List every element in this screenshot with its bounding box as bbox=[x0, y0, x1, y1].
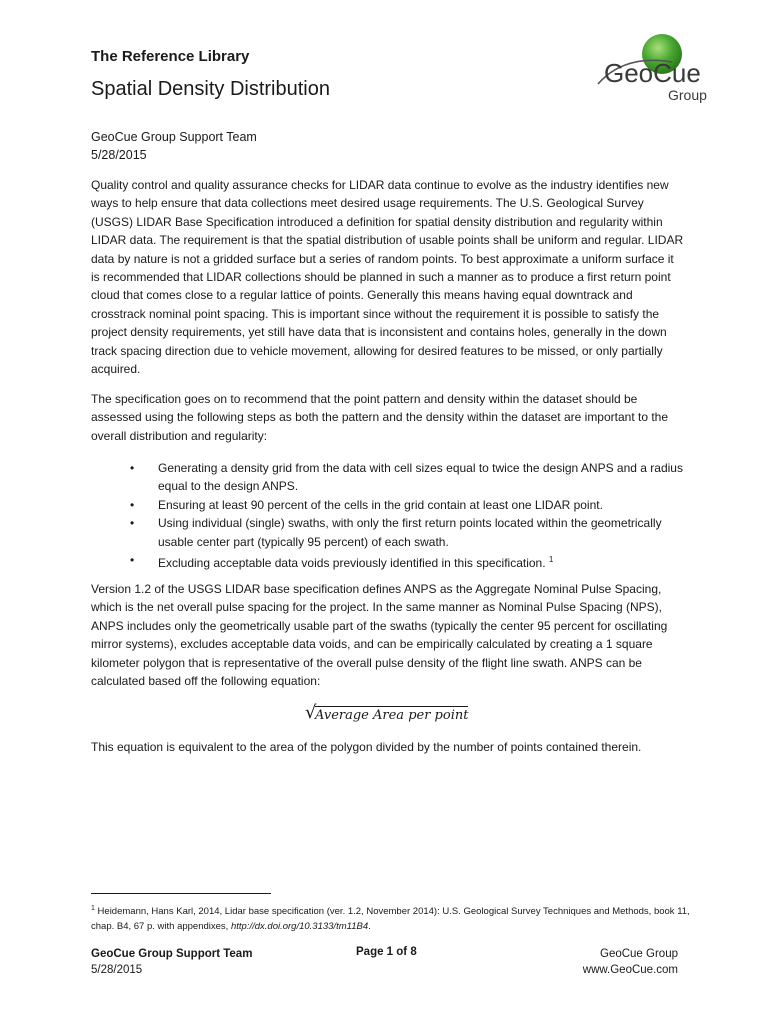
list-item: • Generating a density grid from the data with cell sizes equal to twice the design ANPS and a radius equal to the design ANPS. bbox=[130, 461, 683, 494]
bullet-icon: • bbox=[130, 497, 135, 512]
footer-team: GeoCue Group Support Team bbox=[91, 948, 253, 960]
footnote-reference[interactable]: 1 bbox=[548, 555, 554, 565]
document-date: 5/28/2015 bbox=[91, 148, 147, 162]
equation-text: Average Area per point bbox=[315, 708, 469, 723]
footnote: $^1$ Heidemann, Hans Karl, 2014, Lidar base specification (ver. 1.2, November 2014): U.S. Geological Survey Techniques and Methods, book 11, chap. B4, 67 p. with appendixes, http://dx.doi.org/10.3133/tm11B4. bbox=[91, 905, 690, 933]
geocue-logo bbox=[584, 32, 724, 108]
paragraph-equation-note: This equation is equivalent to the area of the polygon divided by the number of points contained therein. bbox=[91, 740, 642, 754]
bullet-icon: • bbox=[130, 461, 135, 475]
square-root-icon: √ bbox=[305, 702, 317, 723]
geocue-logo-graphic bbox=[584, 32, 724, 108]
author-block bbox=[91, 128, 257, 164]
footnote-divider bbox=[91, 893, 271, 894]
page-number: Page 1 of 8 bbox=[356, 946, 417, 958]
library-title: The Reference Library bbox=[91, 48, 250, 65]
paragraph-intro: Quality control and quality assurance checks for LIDAR data continue to evolve as the industry identifies new ways to help ensure that data collections meet desired usage requirements. The U.S. Geological Survey (USGS) LIDAR Base Specification introduced a definition for spatial density distribution and regularity within LIDAR data. The requirement is that the spatial distribution of usable points shall be uniform and regular. LIDAR data by nature is not a gridded surface but a series of random points. To best approximate a uniform surface it is recommended that LIDAR collections should be planned in such a manner as to produce a first return point cloud that comes close to a regular lattice of points. Generally this means having equal downtrack and crosstrack nominal point spacing. This is important since without the requirement it is possible to satisfy the project density requirements, yet still have data that is inconsistent and contains holes, generally in the down track spacing direction due to vehicle movement, allowing for desired features to be missed, or only partially acquired. bbox=[91, 178, 684, 377]
document-title: Spatial Density Distribution bbox=[91, 78, 330, 100]
footnote-number: 1 bbox=[91, 905, 95, 912]
list-item: • Using individual (single) swaths, with only the first return points located within the geometrically usable center part (typically 95 percent) of each swath. bbox=[130, 516, 662, 549]
footer-left bbox=[91, 946, 252, 978]
paragraph-specification: The specification goes on to recommend that the point pattern and density within the dataset should be assessed using the following steps as both the pattern and the density within the dataset are important to the overall distribution and regularity: bbox=[91, 392, 669, 443]
list-item: • Excluding acceptable data voids previously identified in this specification. $^1$ bbox=[130, 553, 554, 571]
bullet-icon: • bbox=[130, 553, 135, 568]
steps-list bbox=[130, 459, 686, 572]
logo-wordmark: GeoCue bbox=[604, 58, 701, 88]
bullet-icon: • bbox=[130, 516, 135, 531]
footer-date: 5/28/2015 bbox=[91, 964, 143, 976]
author-name: GeoCue Group Support Team bbox=[91, 130, 257, 144]
footer-url[interactable]: www.GeoCue.com bbox=[582, 964, 678, 976]
footer-right bbox=[583, 946, 678, 978]
footer-company: GeoCue Group bbox=[600, 948, 678, 960]
paragraph-anps: Version 1.2 of the USGS LIDAR base specification defines ANPS as the Aggregate Nominal Pulse Spacing, which is the net overall pulse spacing for the project. In the same manner as Nominal Pulse Spacing (NPS), ANPS includes only the geometrically usable part of the swaths (typically the center 95 percent for oscillating mirror systems), excludes acceptable data voids, and can be empirically calculated by creating a 1 square kilometer polygon that is representative of the overall pulse density of the flight line swath. ANPS can be calculated based off the following equation: bbox=[91, 582, 668, 689]
footnote-doi-link[interactable]: http://dx.doi.org/10.3133/tm11B4 bbox=[230, 921, 369, 933]
logo-subtitle: Group bbox=[668, 87, 707, 103]
footnote-text: Heidemann, Hans Karl, 2014, Lidar base specification (ver. 1.2, November 2014): U.S. Geological Survey Techniques and Methods, book 11, chap. B4, 67 p. with appendixes, bbox=[91, 906, 690, 933]
anps-equation bbox=[305, 704, 475, 726]
list-item: • Ensuring at least 90 percent of the cells in the grid contain at least one LIDAR point. bbox=[130, 496, 686, 514]
